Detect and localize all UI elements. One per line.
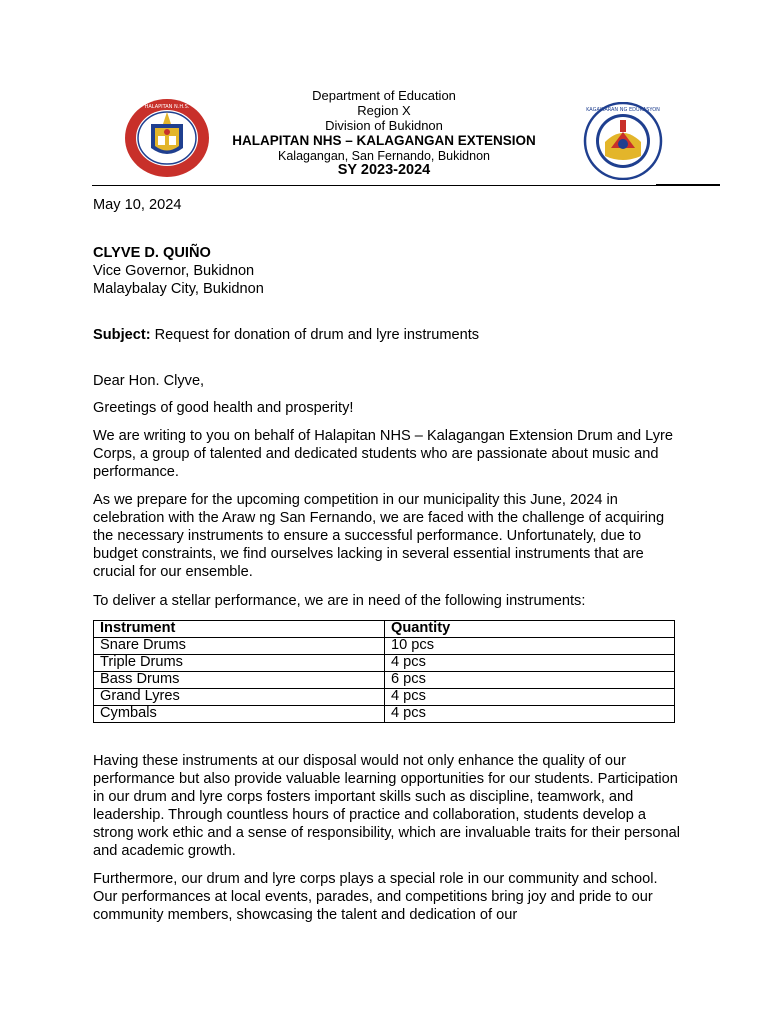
instrument-cell: Grand Lyres	[94, 689, 385, 706]
header-region: Region X	[357, 103, 411, 118]
table-row	[94, 638, 675, 655]
table-header-row	[94, 621, 675, 638]
table-row	[94, 689, 675, 706]
paragraph-community: Furthermore, our drum and lyre corps plays a special role in our community and school. Our performances at local events, parades, and competitions bring joy and pride to our community members, showcasing the talent and dedication of our	[93, 871, 658, 923]
recipient-name: CLYVE D. QUIÑO	[93, 245, 211, 261]
table-row	[94, 655, 675, 672]
instrument-cell: Triple Drums	[94, 655, 385, 672]
recipient-address: Malaybalay City, Bukidnon	[93, 281, 264, 297]
paragraph-challenge: As we prepare for the upcoming competition in our municipality this June, 2024 in celebration with the Araw ng San Fernando, we are faced with the challenge of acquiring the necessary instruments to ensure a successful performance. Unfortunately, due to budget constraints, we find ourselves lacking in several essential instruments that are crucial for our ensemble.	[93, 492, 665, 580]
header-address: Kalagangan, San Fernando, Bukidnon	[278, 149, 490, 163]
subject-text: Request for donation of drum and lyre instruments	[150, 327, 480, 343]
instrument-cell: Cymbals	[94, 706, 385, 723]
table-header-quantity: Quantity	[385, 621, 675, 638]
quantity-cell: 4 pcs	[385, 706, 675, 723]
header-department: Department of Education	[312, 88, 456, 103]
paragraph-need: To deliver a stellar performance, we are in need of the following instruments:	[93, 593, 586, 609]
header-division: Division of Bukidnon	[325, 118, 443, 133]
subject-line	[93, 326, 683, 344]
table-row	[94, 706, 675, 723]
greeting: Greetings of good health and prosperity!	[93, 400, 354, 416]
salutation: Dear Hon. Clyve,	[93, 373, 205, 389]
header-school-name: HALAPITAN NHS – KALAGANGAN EXTENSION	[232, 133, 536, 148]
table-row	[94, 672, 675, 689]
header-divider	[92, 185, 720, 186]
deped-seal-text: KAGAWARAN NG EDUKASYON	[586, 107, 660, 113]
table-header-instrument: Instrument	[94, 621, 385, 638]
instrument-cell: Snare Drums	[94, 638, 385, 655]
header-divider-accent	[656, 184, 720, 186]
header-school-year: SY 2023-2024	[337, 162, 431, 178]
recipient-title: Vice Governor, Bukidnon	[93, 263, 255, 279]
school-seal-text: HALAPITAN N.H.S.	[144, 104, 190, 110]
quantity-cell: 4 pcs	[385, 689, 675, 706]
letter-date: May 10, 2024	[93, 197, 182, 213]
paragraph-intro: We are writing to you on behalf of Halapitan NHS – Kalagangan Extension Drum and Lyre Corps, a group of talented and dedicated students who are passionate about music and performance.	[93, 428, 674, 480]
paragraph-benefits: Having these instruments at our disposal would not only enhance the quality of our performance but also provide valuable learning opportunities for our students. Participation in our drum and lyre corps fosters important skills such as discipline, teamwork, and leadership. Through countless hours of practice and collaboration, students develop a strong work ethic and a sense of responsibility, which are invaluable traits for their personal and academic growth.	[93, 753, 681, 859]
quantity-cell: 4 pcs	[385, 655, 675, 672]
instrument-cell: Bass Drums	[94, 672, 385, 689]
subject-label: Subject:	[93, 327, 151, 343]
quantity-cell: 6 pcs	[385, 672, 675, 689]
quantity-cell: 10 pcs	[385, 638, 675, 655]
instrument-table	[93, 620, 675, 723]
